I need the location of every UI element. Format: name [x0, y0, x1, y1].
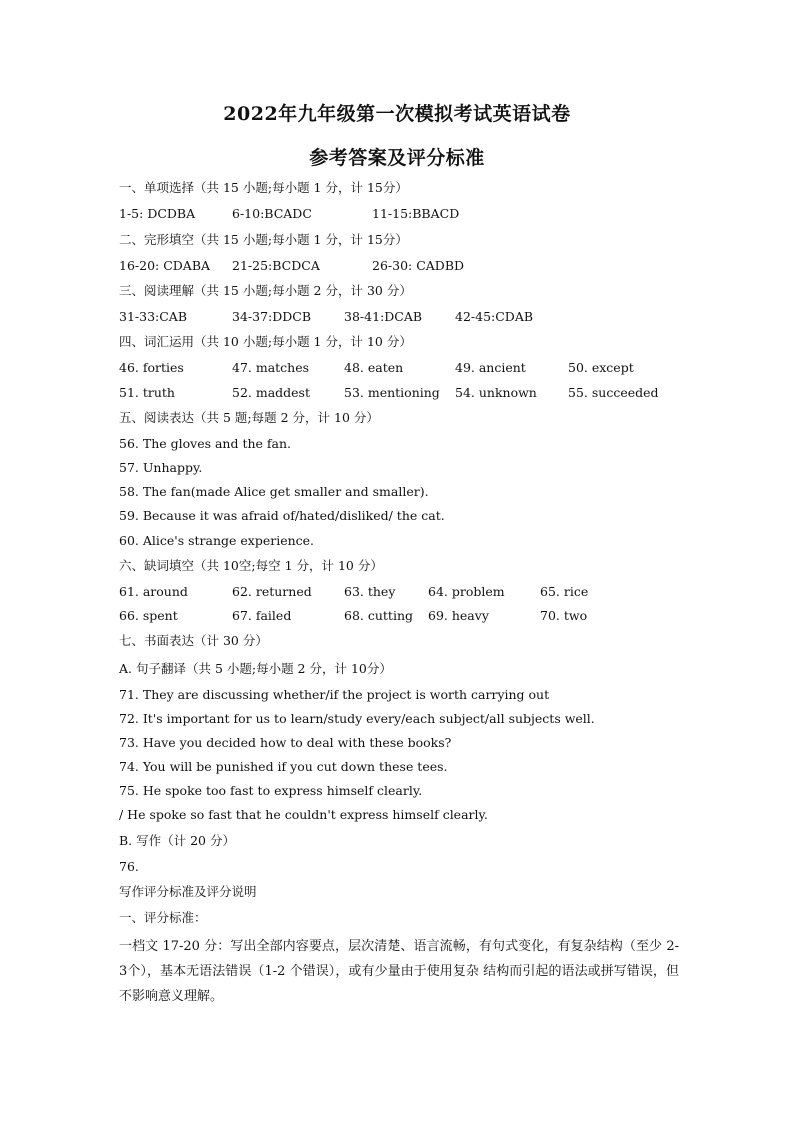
document-title: 2022年九年级第一次模拟考试英语试卷: [223, 103, 571, 125]
answer-group: 31-33:CAB: [119, 309, 188, 324]
cloze-answer: 64. problem: [428, 584, 505, 599]
translation-answer: 71. They are discussing whether/if the project is worth carrying out: [119, 687, 550, 702]
section-heading-6: 六、缺词填空（共 10空;每空 1 分，计 10 分）: [119, 558, 383, 573]
translation-answer: 74. You will be punished if you cut down these tees.: [119, 759, 448, 774]
answer-group: 1-5: DCDBA: [119, 206, 196, 221]
section-heading-2: 二、完形填空（共 15 小题;每小题 1 分，计 15分）: [119, 232, 408, 247]
cloze-answer: 62. returned: [232, 584, 312, 599]
document-subtitle: 参考答案及评分标准: [309, 147, 485, 169]
translation-heading: A. 句子翻译（共 5 小题;每小题 2 分，计 10分）: [119, 661, 392, 676]
cloze-answer: 67. failed: [232, 608, 292, 623]
reading-answer: 60. Alice's strange experience.: [119, 533, 315, 548]
section-heading-7: 七、书面表达（计 30 分）: [119, 633, 268, 648]
vocab-answer: 48. eaten: [344, 360, 404, 375]
answer-group: 16-20: CDABA: [119, 258, 211, 273]
section-heading-5: 五、阅读表达（共 5 题;每题 2 分，计 10 分）: [119, 410, 379, 425]
section-heading-3: 三、阅读理解（共 15 小题;每小题 2 分，计 30 分）: [119, 283, 412, 298]
translation-answer: 73. Have you decided how to deal with these books?: [119, 735, 452, 750]
criteria-title: 写作评分标准及评分说明: [119, 884, 257, 899]
section-heading-4: 四、词汇运用（共 10 小题;每小题 1 分，计 10 分）: [119, 334, 412, 349]
vocab-answer: 51. truth: [119, 385, 175, 400]
reading-answer: 57. Unhappy.: [119, 460, 203, 475]
answer-group: 21-25:BCDCA: [232, 258, 320, 273]
vocab-answer: 47. matches: [232, 360, 310, 375]
cloze-answer: 69. heavy: [428, 608, 489, 623]
section-heading-1: 一、单项选择（共 15 小题;每小题 1 分，计 15分）: [119, 180, 408, 195]
answer-group: 6-10:BCADC: [232, 206, 312, 221]
translation-answer: 75. He spoke too fast to express himself clearly.: [119, 783, 423, 798]
cloze-answer: 65. rice: [540, 584, 589, 599]
vocab-answer: 52. maddest: [232, 385, 310, 400]
criteria-subheading: 一、评分标准：: [119, 910, 207, 925]
translation-answer-alt: / He spoke so fast that he couldn't express himself clearly.: [119, 807, 488, 822]
criteria-paragraph: 一档文 17-20 分：写出全部内容要点，层次清楚、语言流畅，有句式变化，有复杂结构（至少 2-3个），基本无语法错误（1-2 个错误），或有少量由于使用复杂 结构而引起的语法或拼写错误，但不影响意义理解。: [119, 939, 679, 1004]
reading-answer: 58. The fan(made Alice get smaller and smaller).: [119, 484, 429, 499]
writing-number: 76.: [119, 859, 139, 874]
answer-group: 34-37:DDCB: [232, 309, 312, 324]
vocab-answer: 54. unknown: [455, 385, 537, 400]
cloze-answer: 63. they: [344, 584, 396, 599]
cloze-answer: 61. around: [119, 584, 188, 599]
writing-heading: B. 写作（计 20 分）: [119, 833, 235, 848]
answer-group: 38-41:DCAB: [344, 309, 423, 324]
vocab-answer: 55. succeeded: [568, 385, 659, 400]
answer-group: 42-45:CDAB: [455, 309, 534, 324]
vocab-answer: 53. mentioning: [344, 385, 440, 400]
answer-group: 26-30: CADBD: [372, 258, 465, 273]
reading-answer: 59. Because it was afraid of/hated/disliked/ the cat.: [119, 508, 445, 523]
cloze-answer: 70. two: [540, 608, 588, 623]
translation-answer: 72. It's important for us to learn/study every/each subject/all subjects well.: [119, 711, 595, 726]
reading-answer: 56. The gloves and the fan.: [119, 436, 292, 451]
cloze-answer: 66. spent: [119, 608, 178, 623]
vocab-answer: 50. except: [568, 360, 634, 375]
vocab-answer: 49. ancient: [455, 360, 526, 375]
answer-group: 11-15:BBACD: [372, 206, 460, 221]
vocab-answer: 46. forties: [119, 360, 184, 375]
cloze-answer: 68. cutting: [344, 608, 414, 623]
